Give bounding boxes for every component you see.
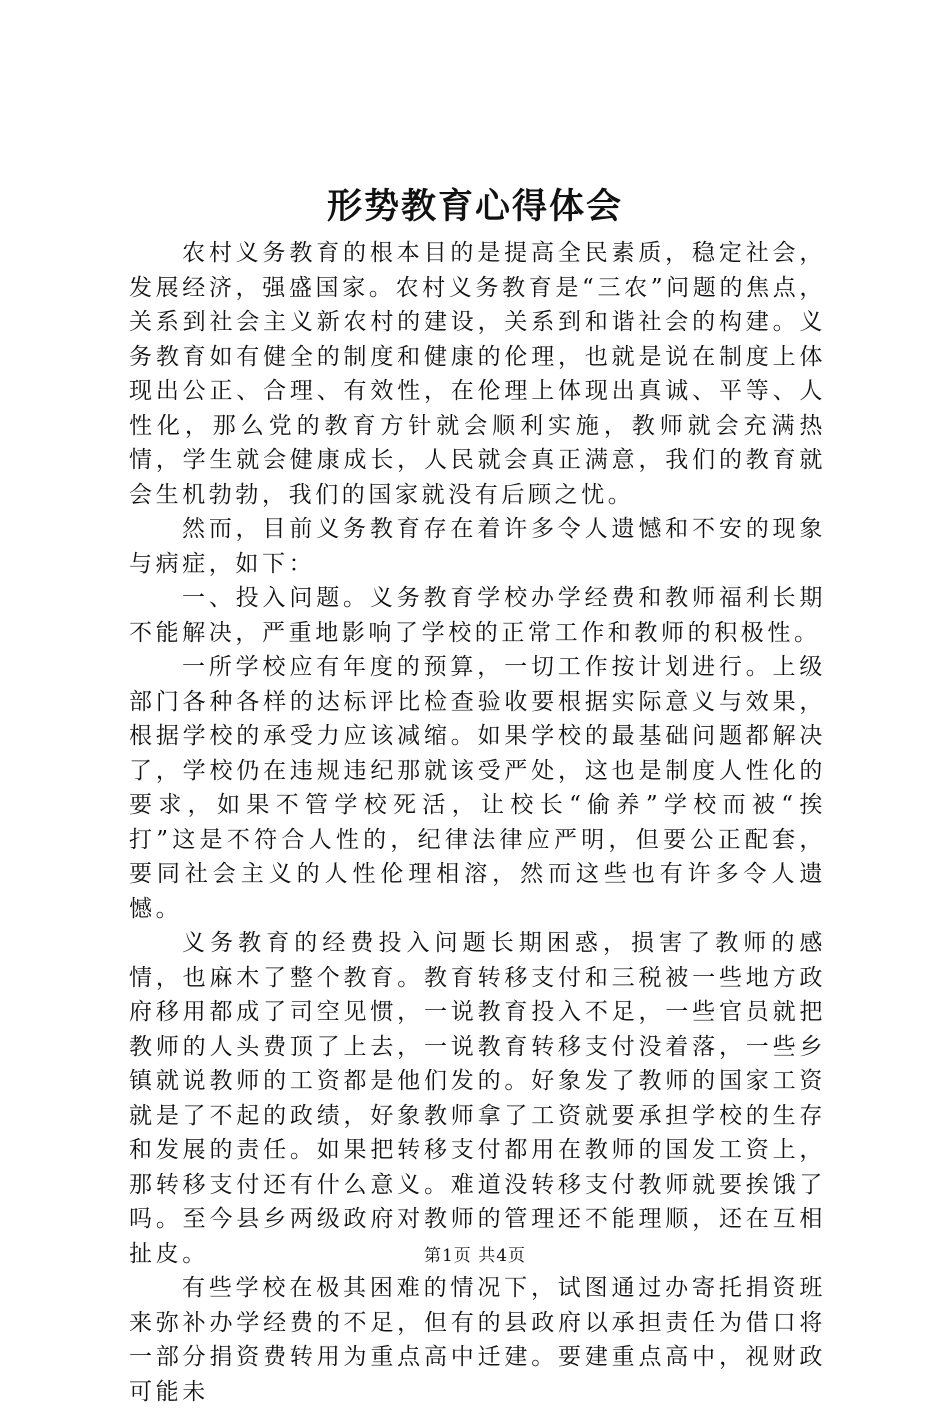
paragraph: 一、投入问题。义务教育学校办学经费和教师福利长期不能解决，严重地影响了学校的正常工作和教师的积极性。 bbox=[129, 585, 826, 646]
paragraph: 然而，目前义务教育存在着许多令人遗憾和不安的现象与病症，如下： bbox=[129, 516, 826, 577]
document-title: 形势教育心得体会 bbox=[326, 186, 623, 227]
paragraph: 农村义务教育的根本目的是提高全民素质，稳定社会，发展经济，强盛国家。农村义务教育是“三农”问题的焦点，关系到社会主义新农村的建设，关系到和谐社会的构建。义务教育如有健全的制度和健康的伦理，也就是说在制度上体现出公正、合理、有效性，在伦理上体现出真诚、平等、人性化，那么党的教育方针就会顺利实施，教师就会充满热情，学生就会健康成长，人民就会真正满意，我们的教育就会生机勃勃，我们的国家就没有后顾之忧。 bbox=[129, 240, 826, 508]
paragraph: 义务教育的经费投入问题长期困惑，损害了教师的感情，也麻木了整个教育。教育转移支付和三税被一些地方政府移用都成了司空见惯，一说教育投入不足，一些官员就把教师的人头费顶了上去，一说教育转移支付没着落，一些乡镇就说教师的工资都是他们发的。好象发了教师的国家工资就是了不起的政绩，好象教师拿了工资就要承担学校的生存和发展的责任。如果把转移支付都用在教师的国发工资上，那转移支付还有什么意义。难道没转移支付教师就要挨饿了吗。至今县乡两级政府对教师的管理还不能理顺，还在互相扯皮。 bbox=[129, 930, 826, 1267]
document-body bbox=[129, 236, 826, 1409]
page-number-footer: 第1页 共4页 bbox=[423, 1246, 527, 1266]
paragraph: 一所学校应有年度的预算，一切工作按计划进行。上级部门各种各样的达标评比检查验收要根据实际意义与效果，根据学校的承受力应该减缩。如果学校的最基础问题都解决了，学校仍在违规违纪那就该受严处，这也是制度人性化的要求，如果不管学校死活，让校长“偷养”学校而被“挨打”这是不符合人性的，纪律法律应严明，但要公正配套，要同社会主义的人性伦理相溶，然而这些也有许多令人遗憾。 bbox=[129, 654, 826, 922]
paragraph: 有些学校在极其困难的情况下，试图通过办寄托捐资班来弥补办学经费的不足，但有的县政府以承担责任为借口将一部分捐资费转用为重点高中迁建。要建重点高中，视财政可能未 bbox=[129, 1275, 826, 1405]
